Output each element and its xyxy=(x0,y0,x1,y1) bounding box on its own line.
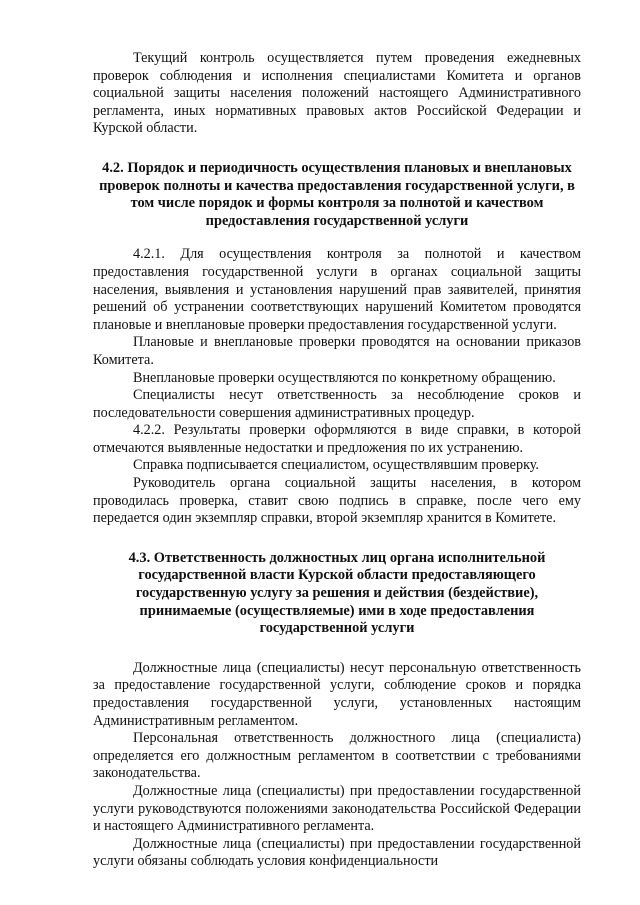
paragraph-4-2-2: 4.2.2. Результаты проверки оформляются в виде справки, в которой отмечаются выявленные недостатки и предложения по их устранению. xyxy=(93,422,581,456)
paragraph-unplanned-checks: Внеплановые проверки осуществляются по конкретному обращению. xyxy=(133,369,556,386)
paragraph-legislation-guidance: Должностные лица (специалисты) при предоставлении государственной услуги руководствуются положениями законодательства Российской Федерации и настоящего Административного регламента. xyxy=(93,782,581,835)
paragraph-specialist-responsibility: Специалисты несут ответственность за несоблюдение сроков и последовательности совершения административных процедур. xyxy=(93,387,581,421)
paragraph-confidentiality: Должностные лица (специалисты) при предоставлении государственной услуги обязаны соблюдать условия конфиденциальности xyxy=(93,835,581,870)
paragraph-4-2-1: 4.2.1. Для осуществления контроля за полнотой и качеством предоставления государственной услуги в органах социальной защиты населения, выявления и установления нарушений прав заявителей, принятия решений об устранении соответствующих нарушений Комитетом проводятся плановые и внеплановые проверки предоставления государственной услуги. xyxy=(93,246,581,333)
document-page xyxy=(93,50,581,871)
section-4-3-heading: 4.3. Ответственность должностных лиц органа исполнительной государственной власти Курской области предоставляющего государственную услугу за решения и действия (бездействие), принимаемые (осуществляемые) ими в ходе предоставления государственной услуги xyxy=(128,549,546,637)
paragraph-personal-responsibility: Должностные лица (специалисты) несут персональную ответственность за предоставление государственной услуги, соблюдение сроков и порядка предоставления государственной услуги, установленных настоящим Административным регламентом. xyxy=(93,659,581,729)
section-4-2-body xyxy=(93,246,581,528)
paragraph-report-signed: Справка подписывается специалистом, осуществлявшим проверку. xyxy=(133,457,539,474)
paragraph-head-signature: Руководитель органа социальной защиты населения, в котором проводилась проверка, ставит свою подпись в справке, после чего ему передается один экземпляр справки, второй экземпляр хранится в Комитете. xyxy=(93,475,581,527)
paragraph-planned-checks: Плановые и внеплановые проверки проводятся на основании приказов Комитета. xyxy=(93,334,581,368)
section-4-2-heading: 4.2. Порядок и периодичность осуществления плановых и внеплановых проверок полноты и качества предоставления государственной услуги, в том числе порядок и формы контроля за полнотой и качеством предоставления государственной услуги xyxy=(99,159,575,229)
section-4-3-body xyxy=(93,660,581,871)
intro-paragraph: Текущий контроль осуществляется путем проведения ежедневных проверок соблюдения и исполнения специалистами Комитета и органов социальной защиты населения положений настоящего Административного регламента, иных нормативных правовых актов Российской Федерации и Курской области. xyxy=(93,50,581,137)
paragraph-responsibility-defined: Персональная ответственность должностного лица (специалиста) определяется его должностным регламентом в соответствии с требованиями законодательства. xyxy=(93,730,581,782)
